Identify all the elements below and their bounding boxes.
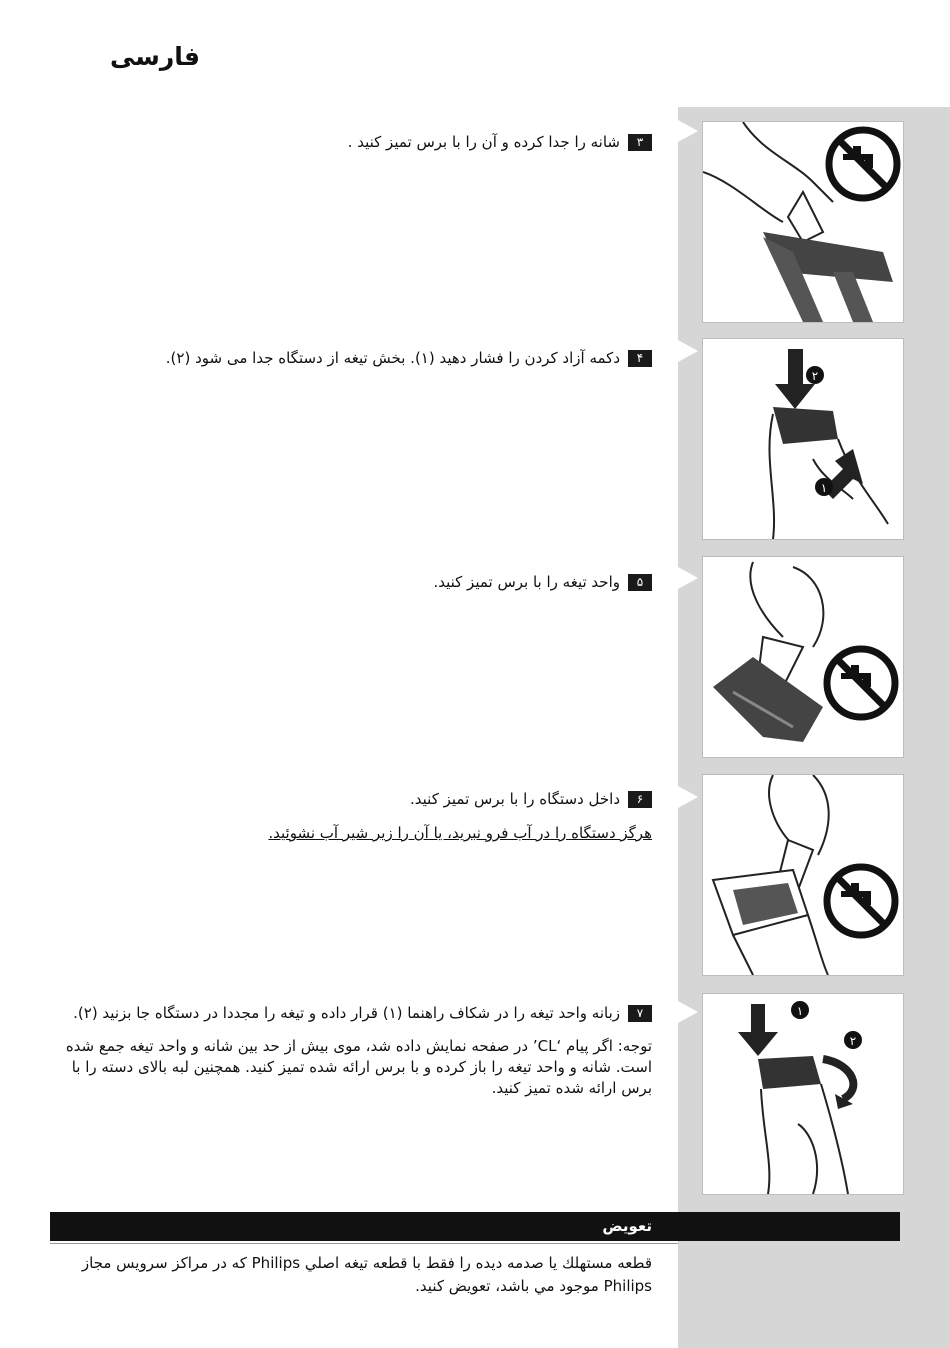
step-warning: هرگز دستگاه را در آب فرو نبرید، یا آن را زیر شیر آب نشوئید. (268, 824, 652, 842)
step-number: ۴ (628, 350, 652, 367)
step-text: داخل دستگاه را با برس تمیز کنید. (410, 790, 620, 808)
illustration-reattach-blade (702, 993, 904, 1195)
step-note: توجه: اگر پیام ‘CL’ در صفحه نمایش داده شد، موی بیش از حد بین شانه و واحد تیغه جمع شده است. شانه و واحد تیغه را باز کرده و با برس ارائه شده تمیز کنید. همچنین لبه بالای دسته را با برس ارائه شده تمیز کنید. (65, 1037, 652, 1097)
step-4 (132, 347, 652, 369)
step-text: شانه را جدا کرده و آن را با برس تمیز کنید . (347, 133, 620, 151)
step-pointer (678, 786, 698, 808)
illustration-clean-blade (702, 556, 904, 758)
no-water-icon (827, 867, 895, 935)
illustration-clean-inside (702, 774, 904, 976)
step-number: ۵ (628, 574, 652, 591)
step-text: واحد تیغه را با برس تمیز کنید. (433, 573, 620, 591)
step-3 (292, 131, 652, 153)
step-pointer (678, 1001, 698, 1023)
step-pointer (678, 340, 698, 362)
step-6 (232, 788, 652, 844)
no-water-icon (827, 649, 895, 717)
no-water-icon (829, 130, 897, 198)
step-number: ۶ (628, 791, 652, 808)
step-number: ۳ (628, 134, 652, 151)
page-language-title: فارسی (109, 42, 200, 71)
step-pointer (678, 567, 698, 589)
section-divider (50, 1243, 678, 1244)
illustration-release-blade (702, 338, 904, 540)
label-2: ۲ (849, 1034, 857, 1048)
section-body: قطعه مستهلك يا صدمه ديده را فقط با قطعه تیغه اصلي Philips كه در مراكز سرويس مجاز Philips موجود مي باشد، تعويض كنيد. (81, 1254, 652, 1295)
step-text: زبانه واحد تیغه را در شکاف راهنما (۱) قرار داده و تیغه را مجددا در دستگاه جا بزنید (۲). (73, 1004, 620, 1022)
illustration-remove-comb (702, 121, 904, 323)
step-5 (292, 571, 652, 593)
step-text: دکمه آزاد کردن را فشار دهید (۱). بخش تیغه از دستگاه جدا می شود (۲). (165, 349, 620, 367)
section-heading (50, 1212, 900, 1241)
step-7 (52, 1002, 652, 1099)
step-pointer (678, 120, 698, 142)
section-title: تعویض (602, 1217, 652, 1235)
label-1: ۱ (796, 1004, 804, 1018)
label-1: ۱ (820, 481, 828, 495)
step-number: ۷ (628, 1005, 652, 1022)
label-2: ۲ (811, 369, 819, 383)
